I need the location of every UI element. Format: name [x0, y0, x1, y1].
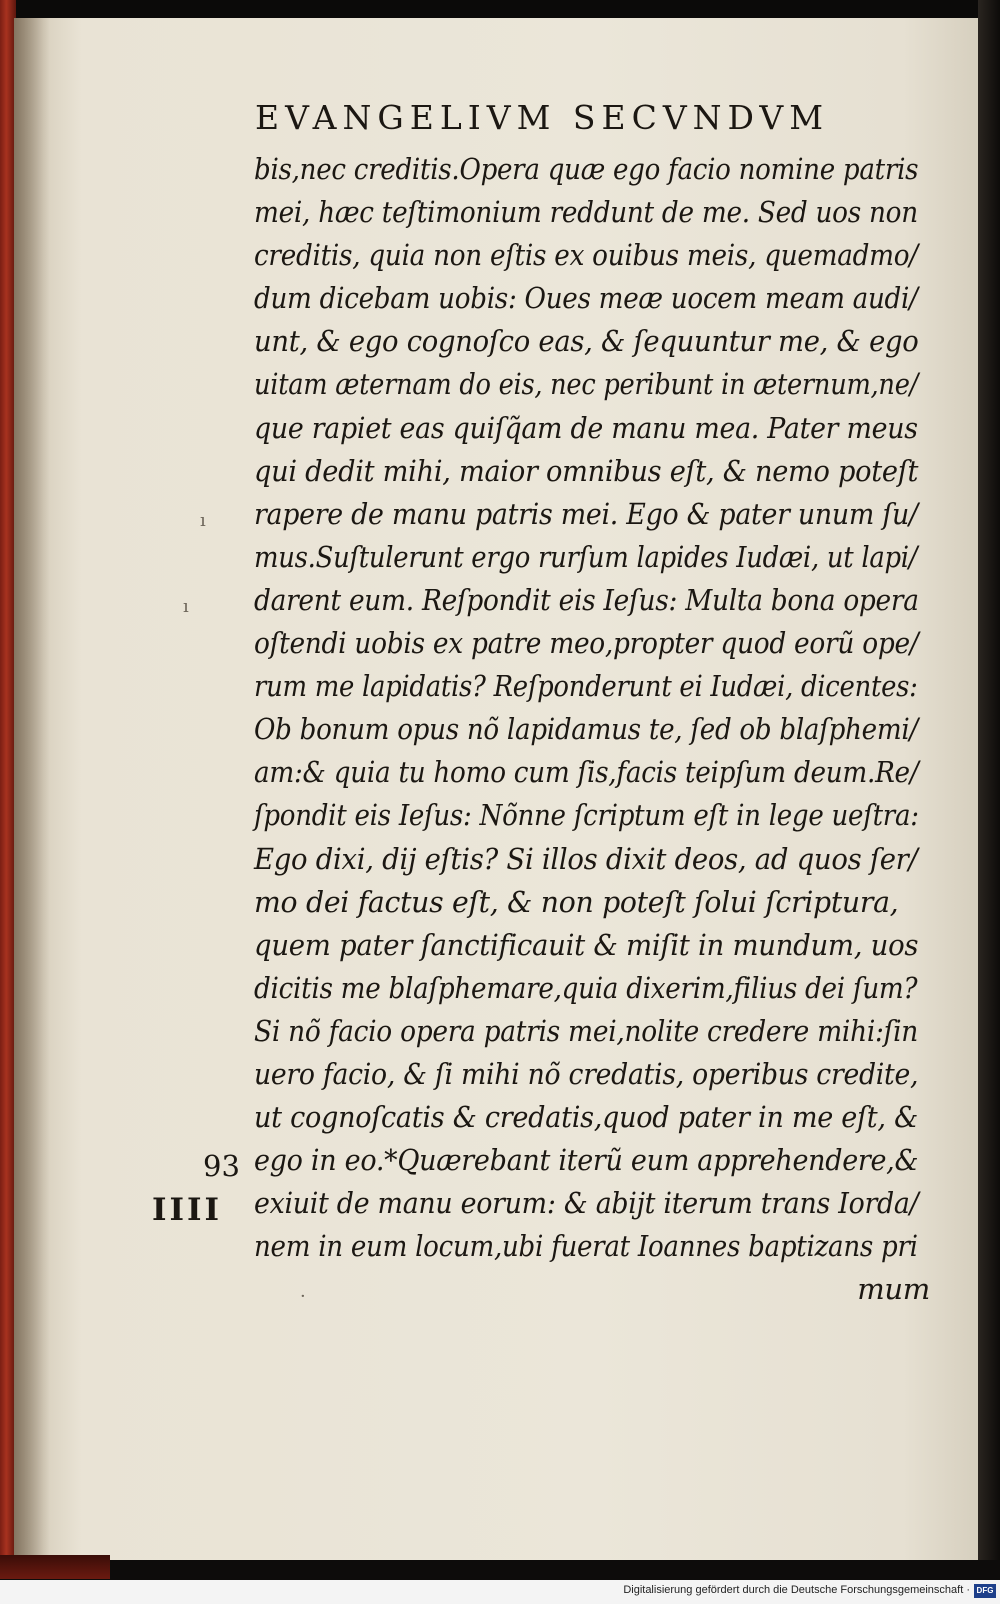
footer-bar	[0, 1580, 1000, 1604]
text-line: quem pater ſanctificauit & miſit in mundum, uos	[254, 927, 919, 962]
body-text	[254, 148, 934, 1312]
text-line: rapere de manu patris mei. Ego & pater unum ſu/	[254, 496, 918, 531]
margin-folio-reference: 93	[203, 1149, 240, 1183]
text-line: que rapiet eas quiſq̃am de manu mea. Pater meus	[254, 410, 918, 445]
text-line: exiuit de manu eorum: & abijt iterum trans Iorda/	[254, 1186, 919, 1221]
bleed-through-mark: ı	[183, 596, 189, 617]
bleed-through-mark: ·	[300, 1286, 306, 1307]
text-line: dicitis me blaſphemare,quia dixerim,filius dei ſum?	[254, 970, 918, 1005]
text-line: ut cognoſcatis & credatis,quod pater in me eſt, &	[254, 1100, 918, 1135]
text-line: nem in eum locum,ubi fuerat Ioannes baptizans pri	[254, 1229, 918, 1264]
text-line: Ob bonum opus nõ lapidamus te, ſed ob blaſphemi/	[254, 712, 918, 747]
text-line: mei, hæc teſtimonium reddunt de me. Sed uos non	[254, 195, 918, 230]
text-line: Ego dixi, dij eſtis? Si illos dixit deos, ad quos ſer/	[254, 841, 918, 876]
text-line: qui dedit mihi, maior omnibus eſt, & nemo poteſt	[254, 453, 919, 488]
text-line: bis,nec creditis.Opera quæ ego facio nomine patris	[254, 152, 919, 186]
margin-chapter-number: IIII	[152, 1192, 223, 1228]
text-line: uitam æternam do eis, nec peribunt in æternum,ne/	[254, 367, 918, 402]
text-line: Si nõ facio opera patris mei,nolite credere mihi:ſin	[254, 1013, 919, 1048]
dfg-logo: DFG	[974, 1584, 996, 1598]
text-line: rum me lapidatis? Reſponderunt ei Iudæi, dicentes:	[254, 669, 918, 704]
text-line: ego in eo.*Quærebant iterũ eum apprehendere,&	[254, 1143, 919, 1178]
book-cover-bottom-edge	[0, 1560, 1000, 1580]
bleed-through-mark: ı	[200, 510, 206, 531]
catchword: mum	[857, 1272, 930, 1307]
text-line: mus.Suſtulerunt ergo rurſum lapides Iudæi, ut lapi/	[254, 539, 918, 574]
funding-notice: Digitalisierung gefördert durch die Deutsche Forschungsgemeinschaft ·	[623, 1584, 970, 1596]
text-line: unt, & ego cognoſco eas, & ſequuntur me, & ego	[254, 324, 919, 359]
text-line: darent eum. Reſpondit eis Ieſus: Multa bona opera	[254, 582, 919, 617]
text-line: creditis, quia non eſtis ex ouibus meis, quemadmo/	[254, 238, 918, 273]
text-line: oſtendi uobis ex patre meo,propter quod eorũ ope/	[254, 626, 919, 661]
text-line: ſpondit eis Ieſus: Nõnne ſcriptum eſt in lege ueſtra:	[254, 798, 919, 833]
book-spine-corner	[0, 1555, 110, 1579]
text-line: uero facio, & ſi mihi nõ credatis, operibus credite,	[254, 1056, 919, 1091]
running-head: EVANGELIVM SECVNDVM	[255, 98, 830, 137]
book-cover-right-edge	[978, 0, 1000, 1580]
book-cover-top-edge	[0, 0, 1000, 18]
gutter-shadow	[14, 18, 50, 1560]
text-line: am:& quia tu homo cum ſis,facis teipſum deum.Re/	[254, 755, 919, 790]
text-line: mo dei factus eſt, & non poteſt ſolui ſcriptura,	[254, 884, 899, 919]
text-line: dum dicebam uobis: Oues meæ uocem meam audi/	[254, 281, 918, 316]
